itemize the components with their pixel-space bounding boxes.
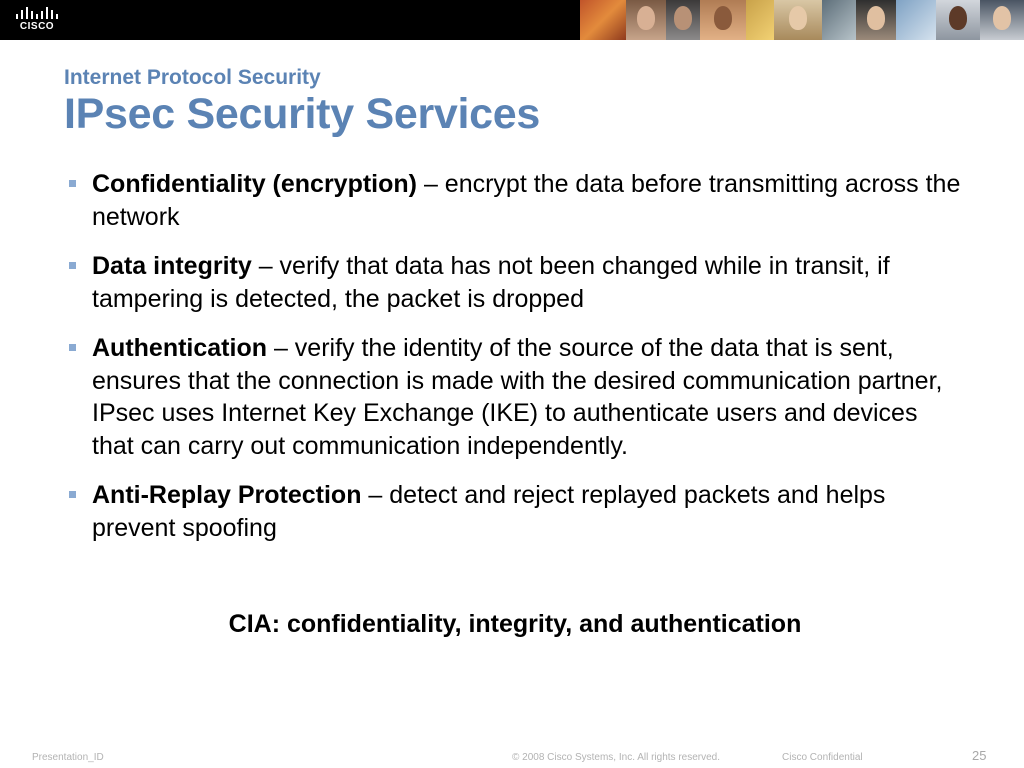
footer-presentation-id: Presentation_ID	[32, 752, 104, 763]
bullet-item	[64, 332, 964, 462]
header-photo	[936, 0, 980, 40]
header-photo	[666, 0, 700, 40]
header-photo	[626, 0, 666, 40]
bullet-item	[64, 250, 964, 315]
slide-subtitle: Internet Protocol Security	[64, 66, 321, 89]
cisco-logo	[14, 6, 60, 36]
bullet-text: – verify the identity of the source of the data that is sent, ensures that the connection is made with the desired communication partner, IPsec uses Internet Key Exchange (IKE) to authenticate users and devices that can carry out communication independently.	[92, 334, 943, 460]
header-photo	[896, 0, 936, 40]
page-number: 25	[972, 748, 987, 763]
bullet-text: – verify that data has not been changed while in transit, if tampering is detected, the packet is dropped	[92, 252, 890, 313]
footer-copyright: © 2008 Cisco Systems, Inc. All rights reserved.	[512, 752, 721, 763]
footer-confidential: Cisco Confidential	[782, 752, 863, 763]
header-photo	[774, 0, 822, 40]
bullet-item	[64, 168, 964, 233]
header-bar	[0, 0, 1024, 40]
bullet-term: Anti-Replay Protection	[92, 481, 362, 509]
bullet-term: Authentication	[92, 334, 267, 362]
square-bullet-icon	[69, 262, 76, 269]
header-photo	[856, 0, 896, 40]
cia-summary: CIA: confidentiality, integrity, and authentication	[228, 610, 802, 638]
bullet-text: – detect and reject replayed packets and helps prevent spoofing	[92, 481, 886, 542]
logo-wordmark: CISCO	[19, 21, 55, 32]
header-photo	[580, 0, 626, 40]
cisco-bridge-icon	[14, 6, 60, 20]
bullet-list	[64, 168, 964, 561]
header-photo	[822, 0, 856, 40]
square-bullet-icon	[69, 344, 76, 351]
square-bullet-icon	[69, 180, 76, 187]
header-photo	[746, 0, 774, 40]
slide-title: IPsec Security Services	[64, 90, 540, 138]
header-photo	[980, 0, 1024, 40]
bullet-term: Data integrity	[92, 252, 252, 280]
header-photo	[700, 0, 746, 40]
bullet-term: Confidentiality (encryption)	[92, 170, 417, 198]
header-photo-strip	[580, 0, 1024, 40]
square-bullet-icon	[69, 491, 76, 498]
bullet-text: – encrypt the data before transmitting across the network	[92, 170, 961, 231]
bullet-item	[64, 479, 964, 544]
